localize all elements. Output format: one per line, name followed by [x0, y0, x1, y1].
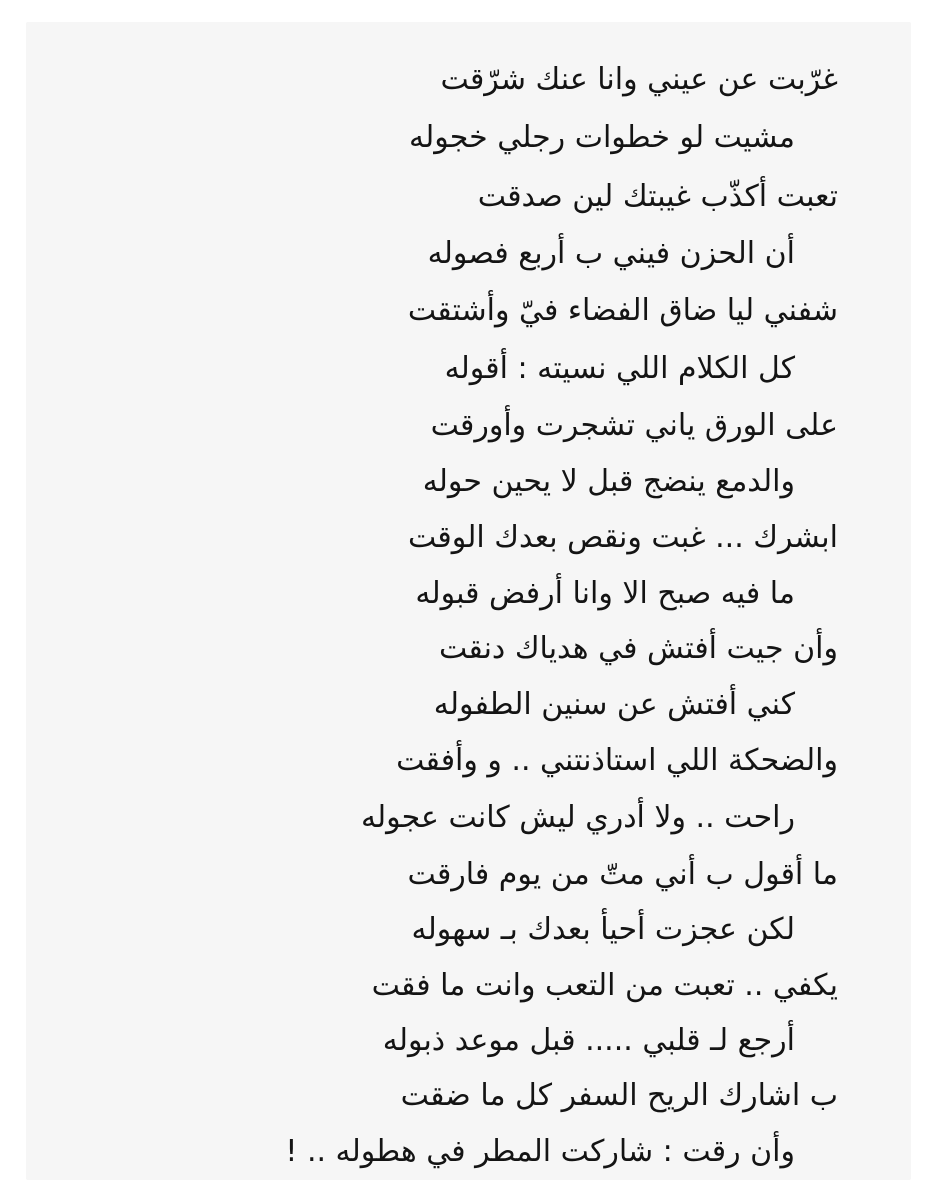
poem-line-20: وأن رقت : شاركت المطر في هطوله .. ! — [285, 1134, 795, 1169]
poem-line-10: ما فيه صبح الا وانا أرفض قبوله — [415, 576, 795, 611]
poem-line-4: أن الحزن فيني ب أربع فصوله — [427, 236, 795, 271]
poem-line-9: ابشرك ... غبت ونقص بعدك الوقت — [407, 520, 838, 555]
poem-line-15: ما أقول ب أني متّ من يوم فارقت — [407, 857, 838, 892]
poem-line-6: كل الكلام اللي نسيته : أقوله — [444, 351, 795, 386]
poem-line-11: وأن جيت أفتش في هدياك دنقت — [438, 631, 838, 666]
poem-page — [26, 22, 911, 1180]
poem-line-17: يكفي .. تعبت من التعب وانت ما فقت — [371, 968, 838, 1003]
poem-line-14: راحت .. ولا أدري ليش كانت عجوله — [360, 800, 795, 835]
poem-line-3: تعبت أكذّب غيبتك لين صدقت — [477, 179, 838, 214]
poem-line-16: لكن عجزت أحيأ بعدك بـ سهوله — [411, 912, 795, 947]
poem-line-1: غرّبت عن عيني وانا عنك شرّقت — [440, 62, 838, 97]
poem-line-12: كني أفتش عن سنين الطفوله — [433, 687, 795, 722]
poem-line-13: والضحكة اللي استاذنتني .. و وأفقت — [396, 743, 838, 778]
poem-line-18: أرجع لـ قلبي ..... قبل موعد ذبوله — [382, 1023, 795, 1058]
poem-line-8: والدمع ينضج قبل لا يحين حوله — [422, 464, 795, 499]
poem-line-19: ب اشارك الريح السفر كل ما ضقت — [400, 1078, 838, 1113]
poem-line-7: على الورق ياني تشجرت وأورقت — [430, 408, 838, 443]
poem-line-5: شفني ليا ضاق الفضاء فيّ وأشتقت — [407, 293, 838, 328]
poem-line-2: مشيت لو خطوات رجلي خجوله — [409, 120, 795, 155]
